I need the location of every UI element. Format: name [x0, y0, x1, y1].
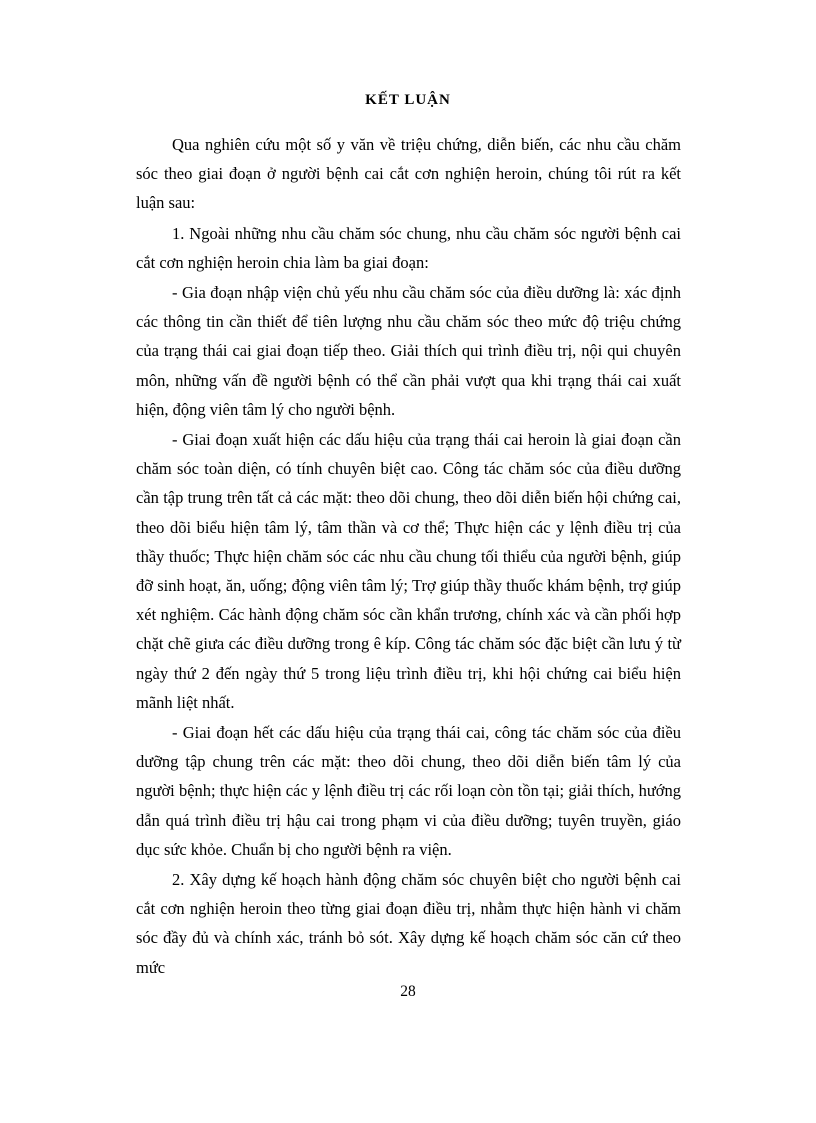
paragraph-admission-stage: - Gia đoạn nhập viện chủ yếu nhu cầu chăm sóc của điều dưỡng là: xác định các thông tin cần thiết để tiên lượng nhu cầu chăm sóc theo mức độ triệu chứng của trạng thái cai giai đoạn tiếp theo. Giải thích qui trình điều trị, nội qui chuyên môn, những vấn đề người bệnh có thể cần phải vượt qua khi trạng thái cai xuất hiện, động viên tâm lý cho người bệnh.	[136, 283, 681, 419]
paragraph-withdrawal-stage: - Giai đoạn xuất hiện các dấu hiệu của trạng thái cai heroin là giai đoạn cần chăm sóc toàn diện, có tính chuyên biệt cao. Công tác chăm sóc của điều dưỡng cần tập trung trên tất cả các mặt: theo dõi chung, theo dõi diễn biến hội chứng cai, theo dõi biểu hiện tâm lý, tâm thần và cơ thể; Thực hiện các y lệnh điều trị của thầy thuốc; Thực hiện chăm sóc các nhu cầu chung tối thiểu của người bệnh, giúp đỡ sinh hoạt, ăn, uống; động viên tâm lý; Trợ giúp thầy thuốc khám bệnh, trợ giúp xét nghiệm. Các hành động chăm sóc cần khẩn trương, chính xác và cần phối hợp chặt chẽ giưa các điều dưỡng trong ê kíp. Công tác chăm sóc đặc biệt cần lưu ý từ ngày thứ 2 đến ngày thứ 5 trong liệu trình điều trị, khi hội chứng cai biểu hiện mãnh liệt nhất.	[136, 430, 681, 712]
paragraph-post-withdrawal-stage: - Giai đoạn hết các dấu hiệu của trạng thái cai, công tác chăm sóc của điều dưỡng tập chung trên các mặt: theo dõi chung, theo dõi diễn biến tâm lý của người bệnh; thực hiện các y lệnh điều trị các rối loạn còn tồn tại; giải thích, hướng dẫn quá trình điều trị hậu cai trong phạm vi của điều dưỡng; tuyên truyền, giáo dục sức khỏe. Chuẩn bị cho người bệnh ra viện.	[136, 723, 681, 859]
paragraph-intro: Qua nghiên cứu một số y văn về triệu chứng, diễn biến, các nhu cầu chăm sóc theo giai đoạn ở người bệnh cai cắt cơn nghiện heroin, chúng tôi rút ra kết luận sau:	[136, 135, 681, 213]
body-text	[136, 130, 681, 983]
page-title: KẾT LUẬN	[365, 92, 451, 108]
paragraph-conclusion-1: 1. Ngoài những nhu cầu chăm sóc chung, nhu cầu chăm sóc người bệnh cai cắt cơn nghiện heroin chia làm ba giai đoạn:	[136, 223, 681, 272]
page-number: 28	[400, 983, 416, 1000]
paragraph-conclusion-2: 2. Xây dựng kế hoạch hành động chăm sóc chuyên biệt cho người bệnh cai cắt cơn nghiện heroin theo từng giai đoạn điều trị, nhằm thực hiện hành vi chăm sóc đầy đủ và chính xác, tránh bỏ sót. Xây dựng kế hoạch chăm sóc căn cứ theo mức	[136, 870, 681, 977]
